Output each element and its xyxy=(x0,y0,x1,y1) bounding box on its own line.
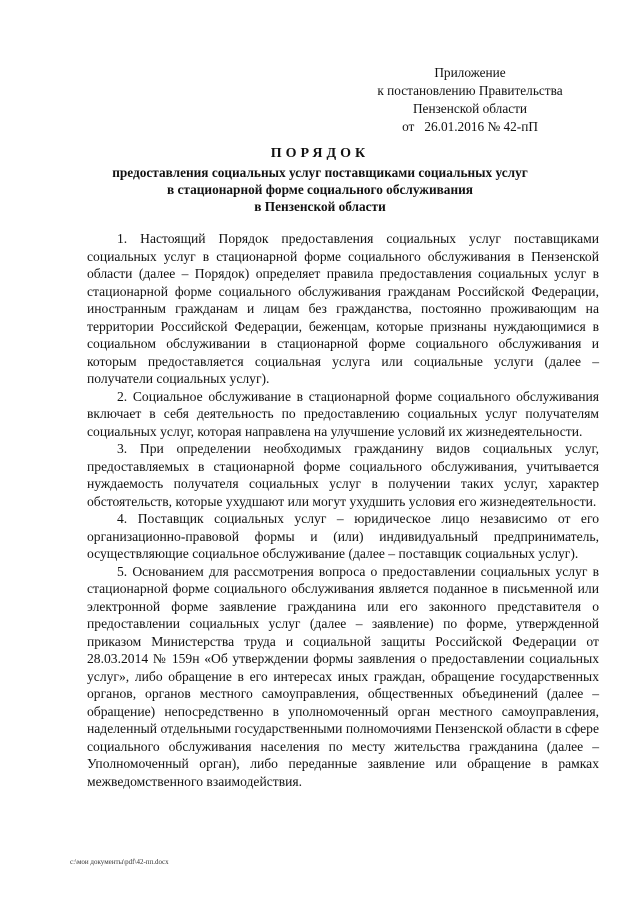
appendix-block xyxy=(340,64,600,136)
document-title: ПОРЯДОК xyxy=(270,146,370,161)
paragraph-2: 2. Социальное обслуживание в стационарной форме социального обслуживания включает в себя деятельность по предоставлению социальных услуг получателям социальных услуг, которая направлена на улучшение условий их жизнедеятельности. xyxy=(87,388,599,439)
paragraph-1: 1. Настоящий Порядок предоставления социальных услуг поставщиками социальных услуг в стационарной форме социального обслуживания в Пензенской области (далее – Порядок) определяет правила предоставления социальных услуг в стационарной форме социального обслуживания гражданам Российской Федерации, иностранным гражданам и лицам без гражданства, постоянно проживающим на территории Российской Федерации, беженцам, которые признаны нуждающимися в социальном обслуживании в стационарной форме социального обслуживания и которым предоставляется социальная услуга или социальные услуги (далее – получатели социальных услуг). xyxy=(87,231,599,386)
document-title-block xyxy=(60,144,580,215)
paragraph-5: 5. Основанием для рассмотрения вопроса о предоставлении социальных услуг в стационарной форме социального обслуживания является поданное в письменной или электронной форме заявление гражданина или его законного представителя о предоставлении социальных услуг (далее – заявление) по форме, утвержденной приказом Министерства труда и социальной защиты Российской Федерации от 28.03.2014 № 159н «Об утверждении формы заявления о предоставлении социальных услуг», либо обращение в его интересах иных граждан, обращение государственных органов, органов местного самоуправления, общественных объединений (далее – обращение) непосредственно в уполномоченный орган местного самоуправления, наделенный отдельными государственными полномочиями Пензенской области в сфере социального обслуживания населения по месту жительства гражданина (далее – Уполномоченный орган), либо переданные заявление или обращение в рамках межведомственного взаимодействия. xyxy=(87,563,599,789)
paragraph-4: 4. Поставщик социальных услуг – юридическое лицо независимо от его организационно-правовой формы и (или) индивидуальный предприниматель, осуществляющие социальное обслуживание (далее – поставщик социальных услуг). xyxy=(87,511,599,561)
file-path-footer: c:\мои документы\pdf\42-пп.docx xyxy=(70,858,169,866)
appendix-line-4: от 26.01.2016 № 42-пП xyxy=(402,119,538,134)
appendix-line-1: Приложение xyxy=(434,65,506,80)
appendix-line-3: Пензенской области xyxy=(412,101,528,116)
document-subtitle-line-3: в Пензенской области xyxy=(254,199,386,214)
appendix-line-2: к постановлению Правительства xyxy=(377,83,563,98)
document-subtitle-line-2: в стационарной форме социального обслуживания xyxy=(167,182,473,197)
document-body xyxy=(87,230,599,790)
paragraph-3: 3. При определении необходимых гражданину видов социальных услуг, предоставляемых в стационарной форме социального обслуживания, учитывается нуждаемость получателя социальных услуг в получении таких услуг, характер обстоятельств, которые ухудшают или могут ухудшить условия его жизнедеятельности. xyxy=(87,441,599,509)
document-subtitle-line-1: предоставления социальных услуг поставщиками социальных услуг xyxy=(112,165,528,180)
